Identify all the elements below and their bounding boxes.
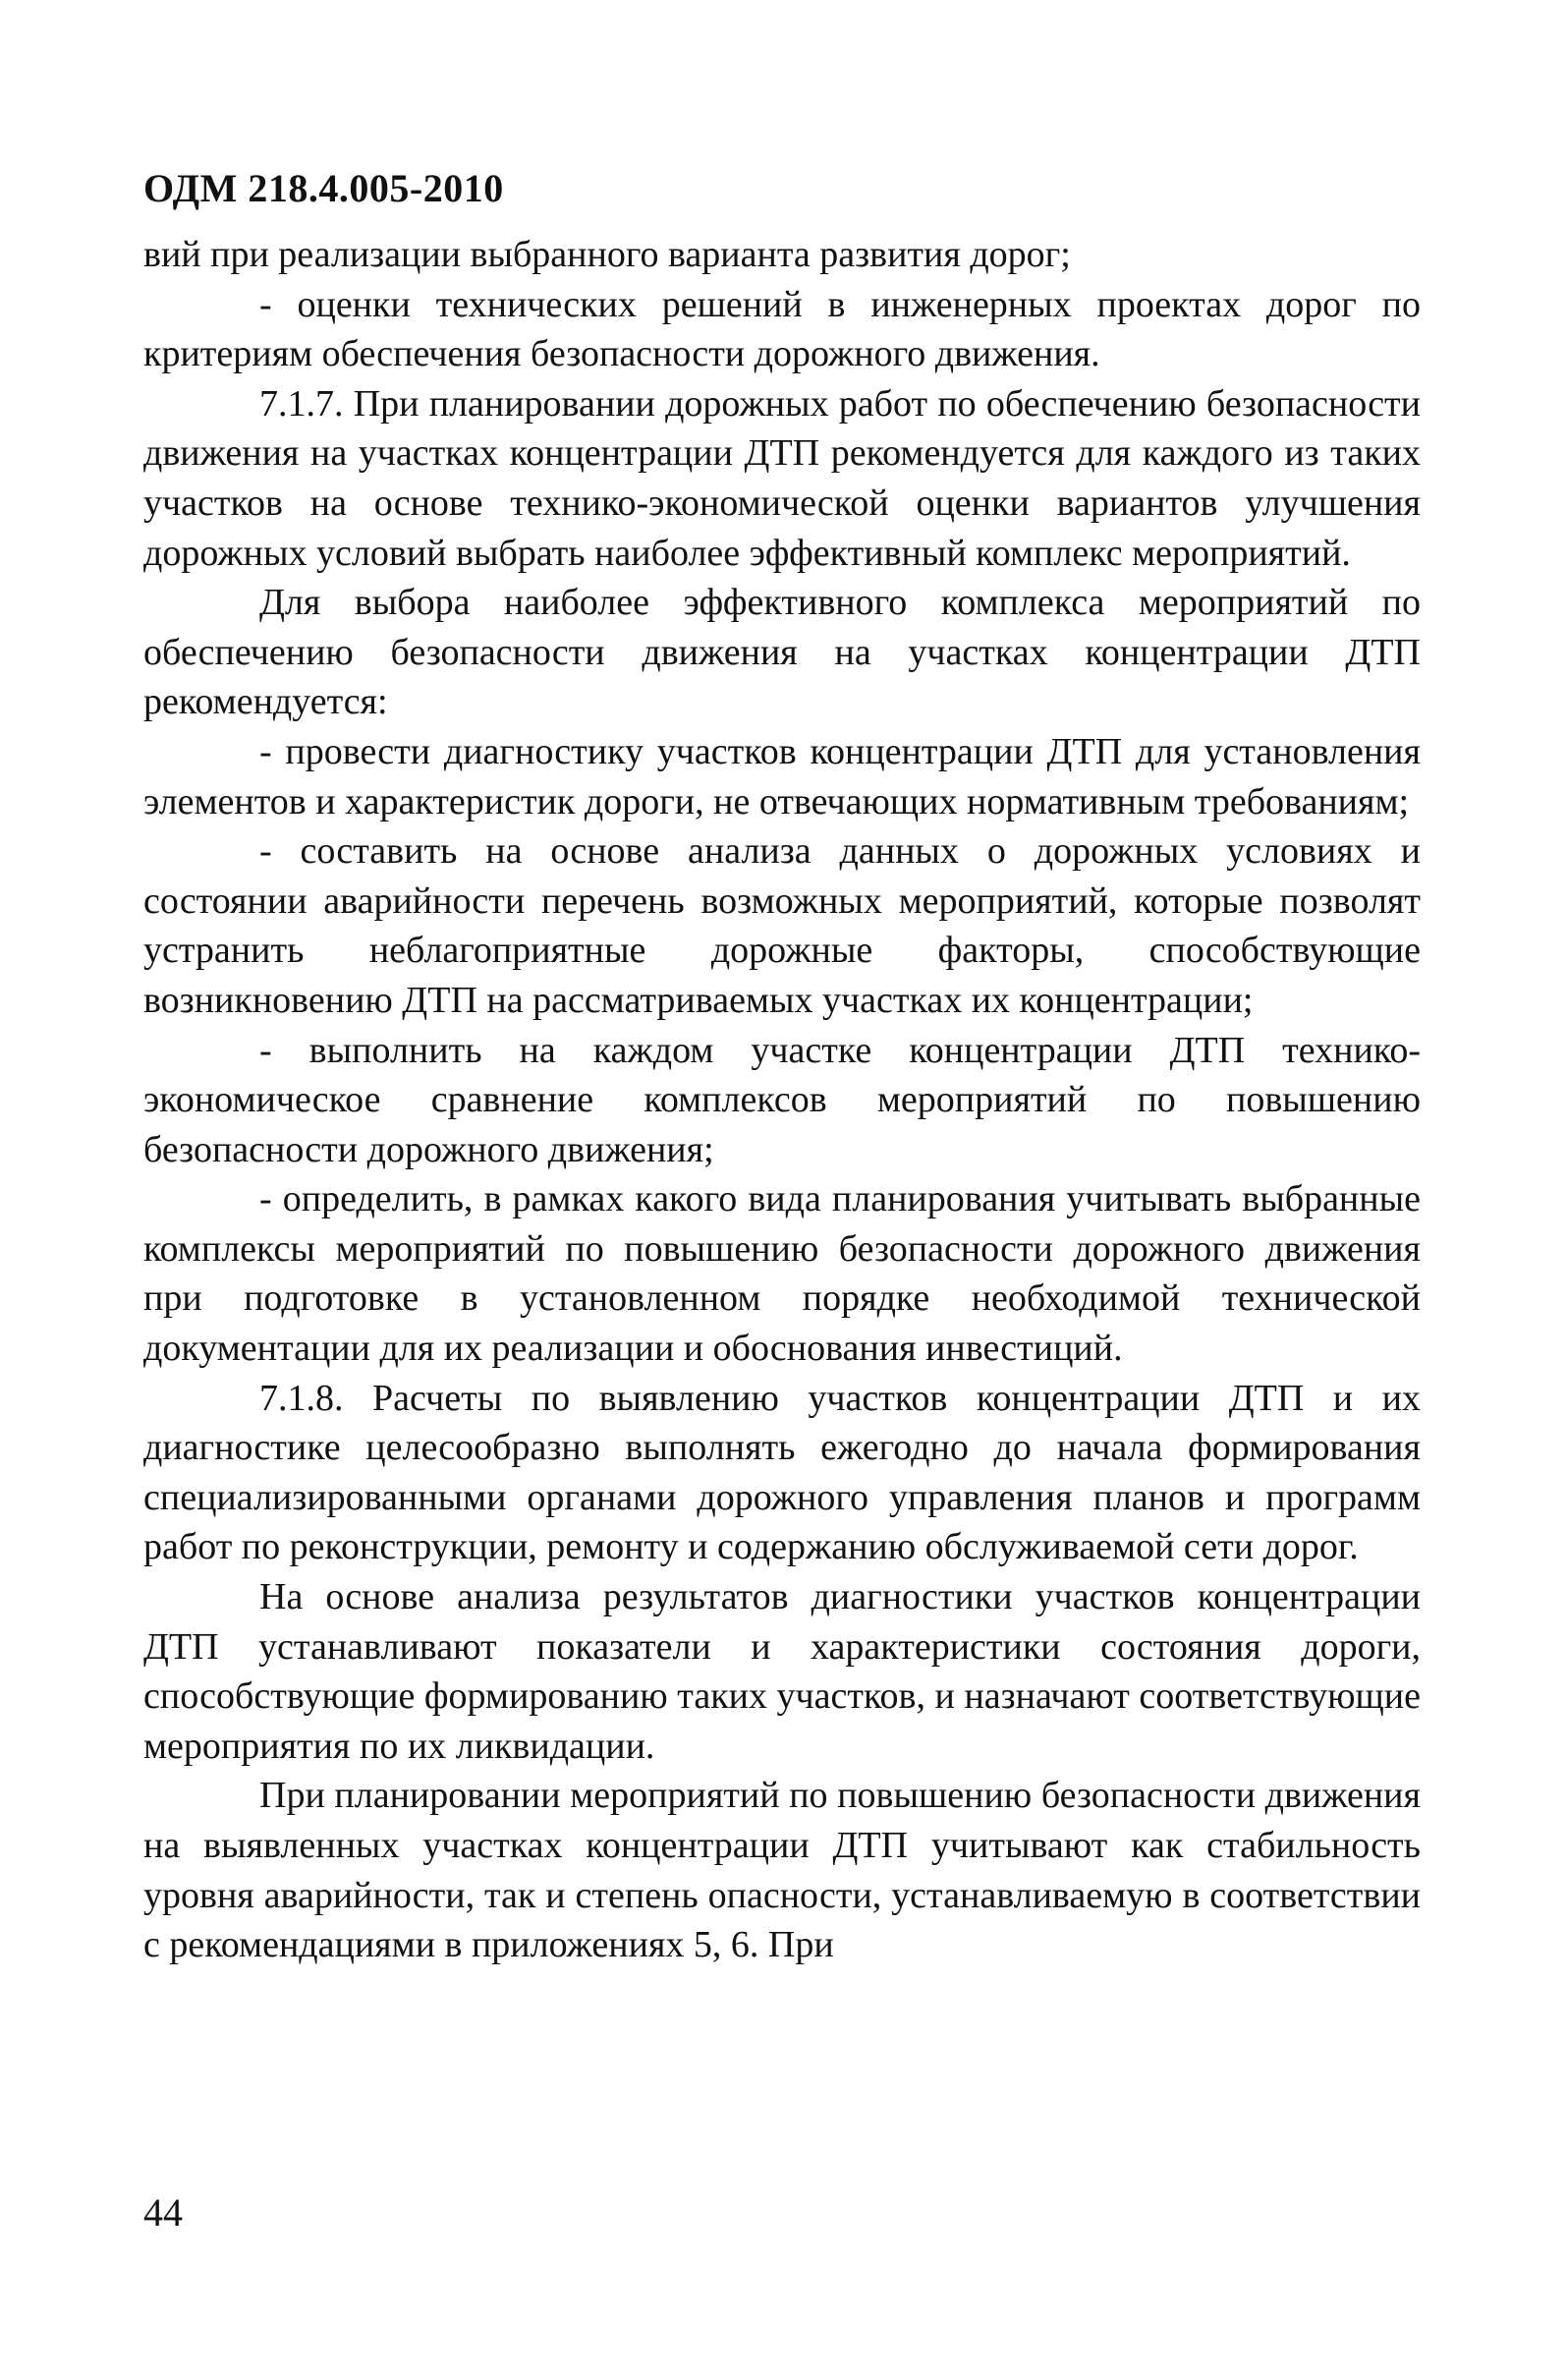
paragraph-bullet-planning-type: - определить, в рамках какого вида планирования учитывать выбранные комплексы мероприятий по повышению безопасности дорожного движения при подготовке в установленном порядке необходимой технической документации для их реализации и обоснования инвестиций.: [143, 1178, 1421, 1370]
page-number: 44: [143, 2190, 183, 2235]
paragraph-bullet-comparison: - выполнить на каждом участке концентрации ДТП технико-экономическое сравнение комплексов мероприятий по повышению безопасности дорожного движения;: [143, 1029, 1421, 1170]
paragraph-7-1-7: 7.1.7. При планировании дорожных работ по обеспечению безопасности движения на участках концентрации ДТП рекомендуется для каждого из таких участков на основе технико-экономической оценки вариантов улучшения дорожных условий выбрать наиболее эффективный комплекс мероприятий.: [143, 382, 1421, 574]
paragraph-continuation: вий при реализации выбранного варианта развития дорог;: [143, 234, 1071, 275]
paragraph-planning-measures: При планировании мероприятий по повышению безопасности движения на выявленных участках концентрации ДТП учитывают как стабильность уровня аварийности, так и степень опасности, устанавливаемую в соответствии с рекомендациями в приложениях 5, 6. При: [143, 1775, 1421, 1966]
body-text: [143, 230, 1421, 1970]
paragraph-diagnostics-results: На основе анализа результатов диагностики участков концентрации ДТП устанавливают показатели и характеристики состояния дороги, способствующие формированию таких участков, и назначают соответствующие мероприятия по их ликвидации.: [143, 1576, 1421, 1767]
paragraph-selection-intro: Для выбора наиболее эффективного комплекса мероприятий по обеспечению безопасности движения на участках концентрации ДТП рекомендуется:: [143, 582, 1421, 723]
document-code-header: ОДМ 218.4.005-2010: [143, 166, 504, 210]
paragraph-bullet-diagnostics: - провести диагностику участков концентрации ДТП для установления элементов и характеристик дороги, не отвечающих нормативным требованиям;: [143, 730, 1421, 822]
paragraph-7-1-8: 7.1.8. Расчеты по выявлению участков концентрации ДТП и их диагностике целесообразно выполнять ежегодно до начала формирования специализированными органами дорожного управления планов и программ работ по реконструкции, ремонту и содержанию обслуживаемой сети дорог.: [143, 1377, 1421, 1568]
paragraph-bullet-technical-assessment: - оценки технических решений в инженерных проектах дорог по критериям обеспечения безопасности дорожного движения.: [143, 283, 1421, 375]
paragraph-bullet-measures-list: - составить на основе анализа данных о дорожных условиях и состоянии аварийности перечень возможных мероприятий, которые позволят устранить неблагоприятные дорожные факторы, способствующие возникновению ДТП на рассматриваемых участках их концентрации;: [143, 830, 1421, 1021]
